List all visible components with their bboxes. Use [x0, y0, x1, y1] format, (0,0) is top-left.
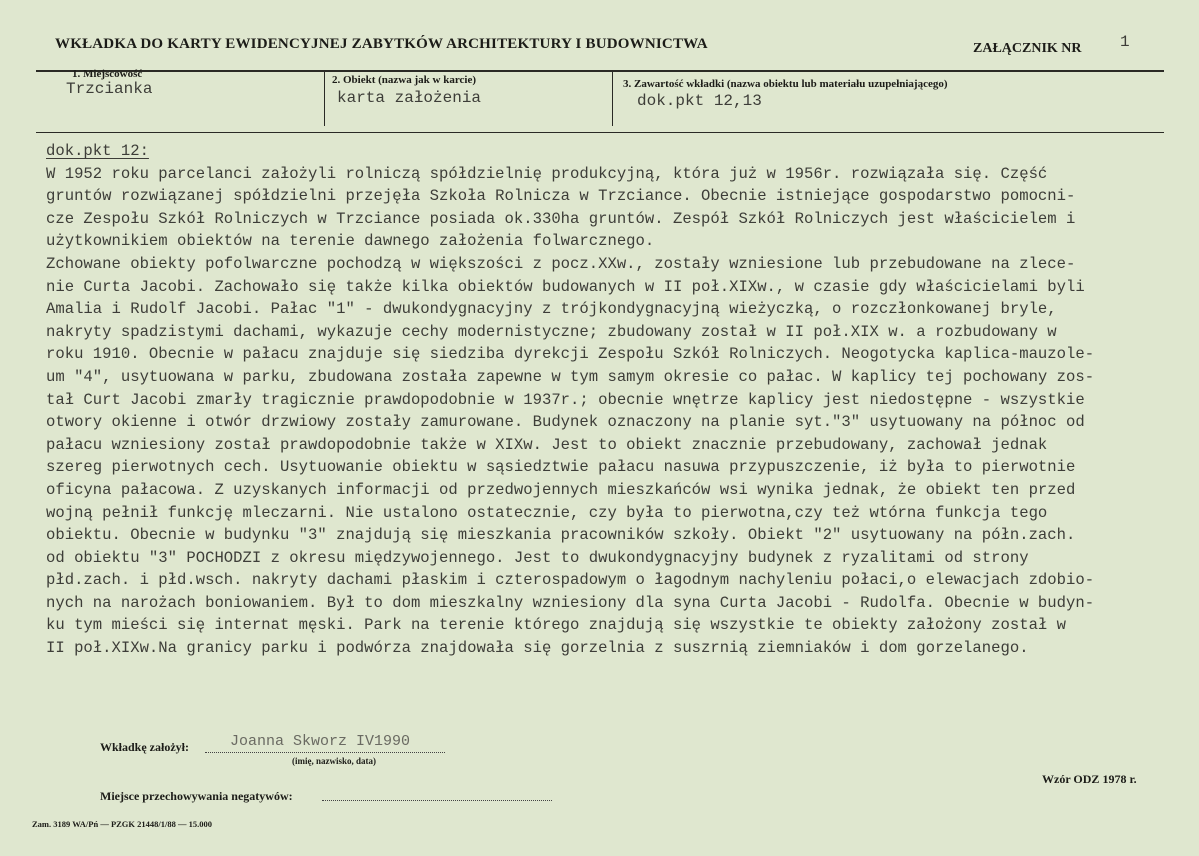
body-line: nie Curta Jacobi. Zachowało się także kilka obiektów budowanych w II poł.XIXw., w czasie gdy właścicielami byli [46, 277, 1085, 296]
negatives-label: Miejsce przechowywania negatywów: [100, 789, 293, 803]
content-label: 3. Zawartość wkładki (nazwa obiektu lub materiału uzupełniającego) [623, 78, 948, 90]
body-line: ku tym mieści się internat męski. Park na terenie którego znajdują się wszystkie te obiekty założony został w [46, 616, 1066, 635]
form-title: WKŁADKA DO KARTY EWIDENCYJNEJ ZABYTKÓW ARCHITEKTURY I BUDOWNICTWA [55, 36, 708, 52]
object-value: karta założenia [337, 89, 482, 107]
body-line: tał Curt Jacobi zmarły tragicznie prawdopodobnie w 1937r.; obecnie wnętrze kaplicy jest niedostępne - wszystkie [46, 390, 1085, 409]
body-text [46, 163, 1171, 660]
body-line: nych na narożach boniowaniem. Był to dom mieszkalny wzniesiony dla syna Curta Jacobi - Rudolfa. Obecnie w budyn- [46, 593, 1095, 612]
body-line: gruntów rozwiązanej spółdzielni przejęła Szkoła Rolnicza w Trzciance. Obecnie istniejące gospodarstwo pomocni- [46, 187, 1076, 206]
created-by-line [205, 752, 445, 753]
body-line: II poł.XIXw.Na granicy parku i podwórza znajdowała się gorzelnia z suszrnią ziemniaków i dom gorzelanego. [46, 639, 1029, 658]
print-info: Zam. 3189 WA/Pń — PZGK 21448/1/88 — 15.000 [32, 819, 213, 829]
field-divider-2 [612, 70, 613, 126]
body-line: obiektu. Obecnie w budynku "3" znajdują się mieszkania pracowników szkoły. Obiekt "2" usytuowany na półn.zach. [46, 526, 1076, 545]
attachment-number: 1 [1120, 33, 1130, 51]
body-line: oficyna pałacowa. Z uzyskanych informacji od przedwojennych mieszkańców wsi wynika jednak, że obiekt ten przed [46, 480, 1076, 499]
body-line: nakryty spadzistymi dachami, wykazuje cechy modernistyczne; zbudowany został w II poł.XIX w. a rozbudowany w [46, 322, 1057, 341]
created-by-hint: (imię, nazwisko, data) [292, 756, 376, 766]
locality-value: Trzcianka [66, 80, 153, 98]
body-line: użytkownikiem obiektów na terenie dawnego założenia folwarcznego. [46, 232, 655, 251]
created-by-label: Wkładkę założył: [100, 740, 189, 754]
locality-label: 1. Miejscowość [72, 68, 143, 80]
body-line: Zchowane obiekty pofolwarczne pochodzą w większości z pocz.XXw., zostały wzniesione lub przebudowane na zlece- [46, 254, 1076, 273]
fields-bottom-rule [36, 132, 1164, 133]
negatives-line [322, 800, 552, 801]
body-line: szereg pierwotnych cech. Usytuowanie obiektu w sąsiedztwie pałacu nasuwa przypuszczenie, iż była to pierwotnie [46, 458, 1076, 477]
body-line: otwory okienne i otwór drzwiowy zostały zamurowane. Budynek oznaczony na planie syt."3" usytuowany na północ od [46, 413, 1085, 432]
section-heading: dok.pkt 12: [46, 142, 149, 160]
body-line: cze Zespołu Szkół Rolniczych w Trzciance posiada ok.330ha gruntów. Zespół Szkół Rolniczych jest właścicielem i [46, 209, 1076, 228]
content-value: dok.pkt 12,13 [637, 92, 762, 110]
body-line: um "4", usytuowana w parku, zbudowana została zapewne w tym samym okresie co pałac. W kaplicy tej pochowany zos- [46, 367, 1095, 386]
form-version: Wzór ODZ 1978 r. [1042, 772, 1137, 786]
object-label: 2. Obiekt (nazwa jak w karcie) [332, 74, 477, 86]
body-line: W 1952 roku parcelanci założyli rolniczą spółdzielnię produkcyjną, która już w 1956r. rozwiązała się. Część [46, 164, 1048, 183]
body-line: Amalia i Rudolf Jacobi. Pałac "1" - dwukondygnacyjny z trójkondygnacyjną wieżyczką, o rozczłonkowanej bryle, [46, 300, 1057, 319]
top-rule [36, 70, 1164, 72]
field-divider-1 [324, 70, 325, 126]
body-line: od obiektu "3" POCHODZI z okresu międzywojennego. Jest to dwukondygnacyjny budynek z ryzalitami od strony [46, 548, 1029, 567]
body-line: roku 1910. Obecnie w pałacu znajduje się siedziba dyrekcji Zespołu Szkół Rolniczych. Neogotycka kaplica-mauzole- [46, 345, 1095, 364]
document-body [46, 140, 1171, 660]
created-by-value: Joanna Skworz IV1990 [230, 733, 411, 750]
body-line: płd.zach. i płd.wsch. nakryty dachami płaskim i czterospadowym o łagodnym nachyleniu połaci,o elewacjach zdobio- [46, 571, 1095, 590]
attachment-label: ZAŁĄCZNIK NR [973, 41, 1082, 56]
body-line: wojną pełnił funkcję mleczarni. Nie ustalono ostatecznie, czy była to pierwotna,czy też wtórna funkcja tego [46, 503, 1048, 522]
body-line: pałacu wzniesiony został prawdopodobnie także w XIXw. Jest to obiekt znacznie przebudowany, zachował jednak [46, 435, 1048, 454]
